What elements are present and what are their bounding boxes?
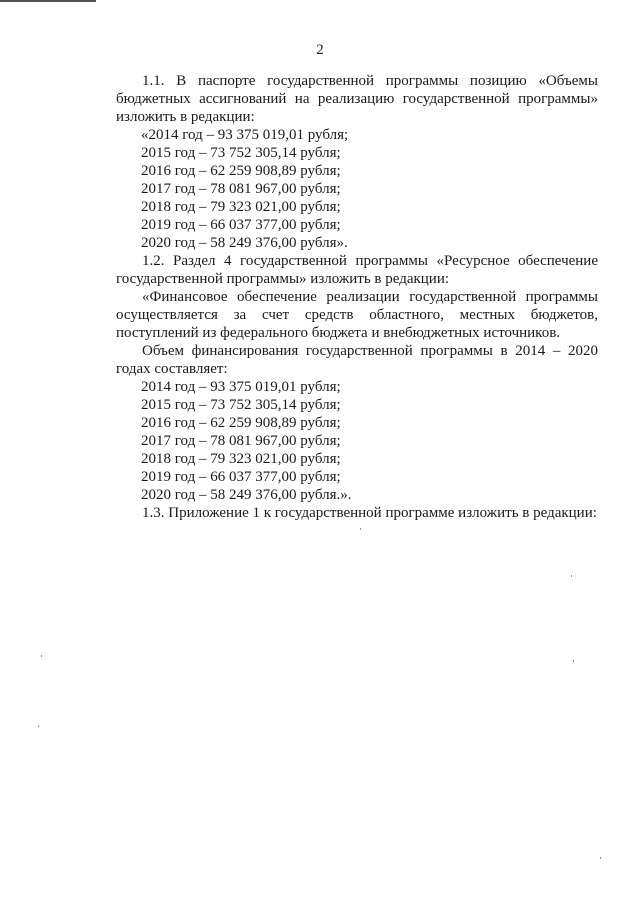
amount-line: 2015 год – 73 752 305,14 рубля; xyxy=(141,145,341,161)
section-1-2-intro: 1.2. Раздел 4 государственной программы «Ресурсное обеспечение государственной программы» изложить в редакции: xyxy=(116,253,598,287)
amount-line: 2014 год – 93 375 019,01 рубля; xyxy=(141,379,341,395)
amount-line: 2018 год – 79 323 021,00 рубля; xyxy=(141,451,341,467)
amount-line: «2014 год – 93 375 019,01 рубля; xyxy=(141,127,349,143)
scan-speck xyxy=(600,857,601,859)
amount-line: 2016 год – 62 259 908,89 рубля; xyxy=(141,163,341,179)
scan-speck xyxy=(41,655,42,657)
scan-speck xyxy=(571,575,572,577)
amount-line: 2018 год – 79 323 021,00 рубля; xyxy=(141,199,341,215)
amount-line: 2020 год – 58 249 376,00 рубля.». xyxy=(141,487,352,503)
top-edge-rule xyxy=(0,0,96,2)
amount-line: 2017 год – 78 081 967,00 рубля; xyxy=(141,181,341,197)
amount-line: 2015 год – 73 752 305,14 рубля; xyxy=(141,397,341,413)
amount-line: 2019 год – 66 037 377,00 рубля; xyxy=(141,469,341,485)
document-body xyxy=(116,72,598,522)
amount-line: 2017 год – 78 081 967,00 рубля; xyxy=(141,433,341,449)
page-number: 2 xyxy=(316,42,324,58)
section-1-2-quote: «Финансовое обеспечение реализации государственной программы осуществляется за счет средств областного, местных бюджетов, поступлений из федерального бюджета и внебюджетных источников. xyxy=(116,289,598,341)
section-1-1-intro: 1.1. В паспорте государственной программы позицию «Объемы бюджетных ассигнований на реализацию государственной программы» изложить в редакции: xyxy=(116,73,598,125)
section-1-1-amounts xyxy=(116,126,598,252)
section-1-2-volume: Объем финансирования государственной программы в 2014 – 2020 годах составляет: xyxy=(116,343,598,377)
scan-speck xyxy=(573,660,574,662)
scan-speck xyxy=(38,725,39,727)
section-1-2-amounts xyxy=(116,378,598,504)
scan-speck xyxy=(360,528,361,530)
amount-line: 2019 год – 66 037 377,00 рубля; xyxy=(141,217,341,233)
amount-line: 2016 год – 62 259 908,89 рубля; xyxy=(141,415,341,431)
section-1-3-intro: 1.3. Приложение 1 к государственной программе изложить в редакции: xyxy=(142,505,597,521)
amount-line: 2020 год – 58 249 376,00 рубля». xyxy=(141,235,348,251)
